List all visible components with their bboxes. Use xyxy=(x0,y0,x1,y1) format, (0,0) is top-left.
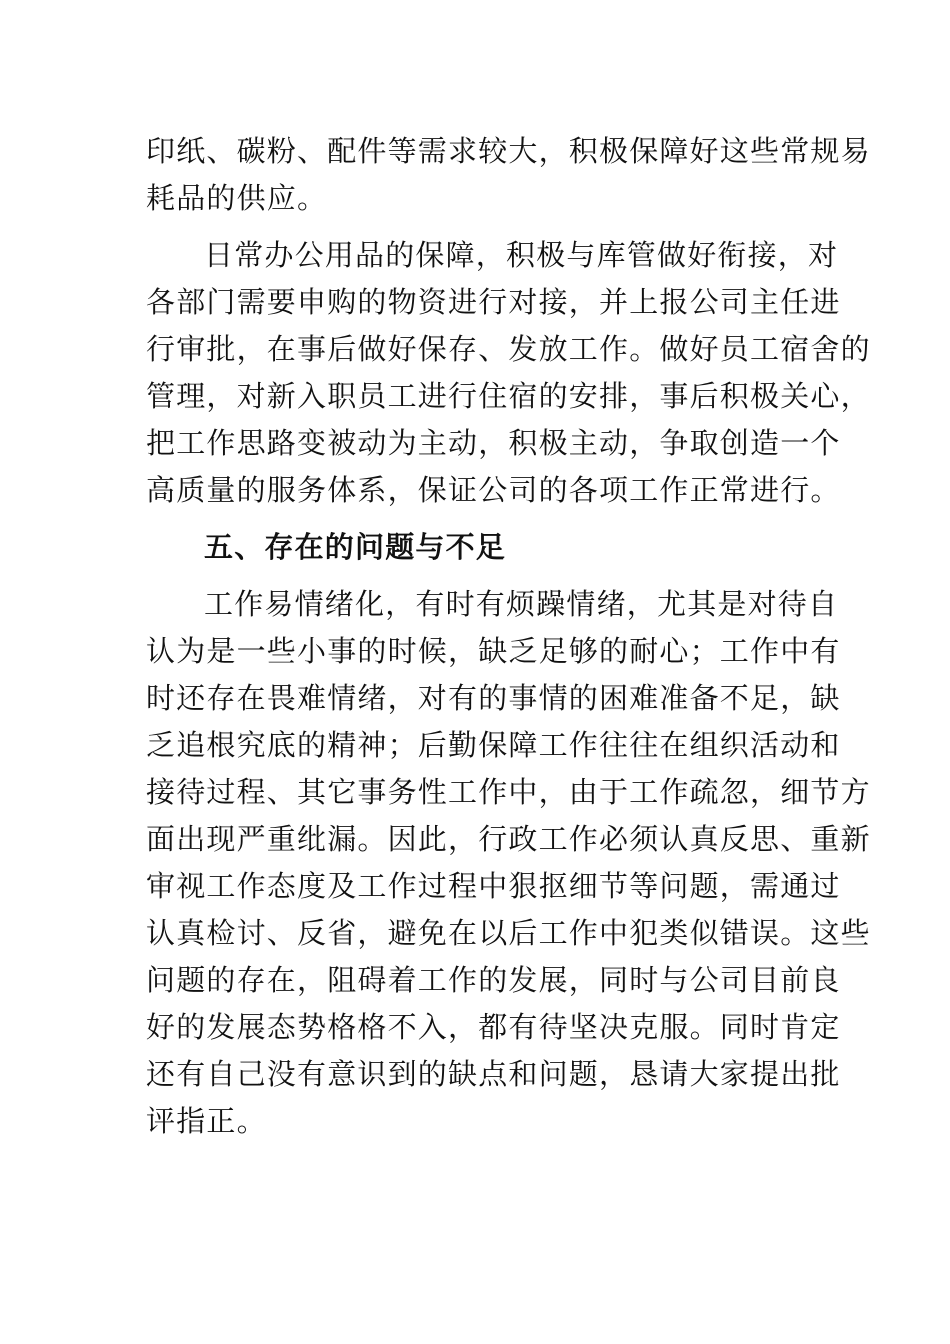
text-line: 高质量的服务体系，保证公司的各项工作正常进行。 xyxy=(146,473,841,507)
text-line: 管理，对新入职员工进行住宿的安排，事后积极关心， xyxy=(146,379,871,413)
text-line: 日常办公用品的保障，积极与库管做好衔接，对 xyxy=(204,238,839,272)
text-line: 把工作思路变被动为主动，积极主动，争取创造一个 xyxy=(146,426,841,460)
paragraph-office-supplies xyxy=(146,232,871,514)
heading-text: 五、存在的问题与不足 xyxy=(204,530,507,564)
text-line: 乏追根究底的精神；后勤保障工作往往在组织活动和 xyxy=(146,728,841,762)
paragraph-problems xyxy=(146,581,871,1145)
text-line: 印纸、碳粉、配件等需求较大，积极保障好这些常规易 xyxy=(146,134,871,168)
text-line: 工作易情绪化，有时有烦躁情绪，尤其是对待自 xyxy=(204,587,839,621)
text-line: 认真检讨、反省，避免在以后工作中犯类似错误。这些 xyxy=(146,916,871,950)
text-line: 审视工作态度及工作过程中狠抠细节等问题，需通过 xyxy=(146,869,841,903)
paragraph-consumables xyxy=(146,128,871,222)
text-line: 时还存在畏难情绪，对有的事情的困难准备不足，缺 xyxy=(146,681,841,715)
text-line: 面出现严重纰漏。因此，行政工作必须认真反思、重新 xyxy=(146,822,871,856)
text-line: 行审批，在事后做好保存、发放工作。做好员工宿舍的 xyxy=(146,332,871,366)
text-line: 耗品的供应。 xyxy=(146,181,328,215)
text-line: 评指正。 xyxy=(146,1104,267,1138)
text-line: 问题的存在，阻碍着工作的发展，同时与公司目前良 xyxy=(146,963,841,997)
document-body xyxy=(146,128,871,1145)
text-line: 认为是一些小事的时候，缺乏足够的耐心；工作中有 xyxy=(146,634,841,668)
text-line: 各部门需要申购的物资进行对接，并上报公司主任进 xyxy=(146,285,841,319)
text-line: 好的发展态势格格不入，都有待坚决克服。同时肯定 xyxy=(146,1010,841,1044)
text-line: 接待过程、其它事务性工作中，由于工作疏忽，细节方 xyxy=(146,775,871,809)
section-heading xyxy=(146,524,808,571)
text-line: 还有自己没有意识到的缺点和问题，恳请大家提出批 xyxy=(146,1057,841,1091)
